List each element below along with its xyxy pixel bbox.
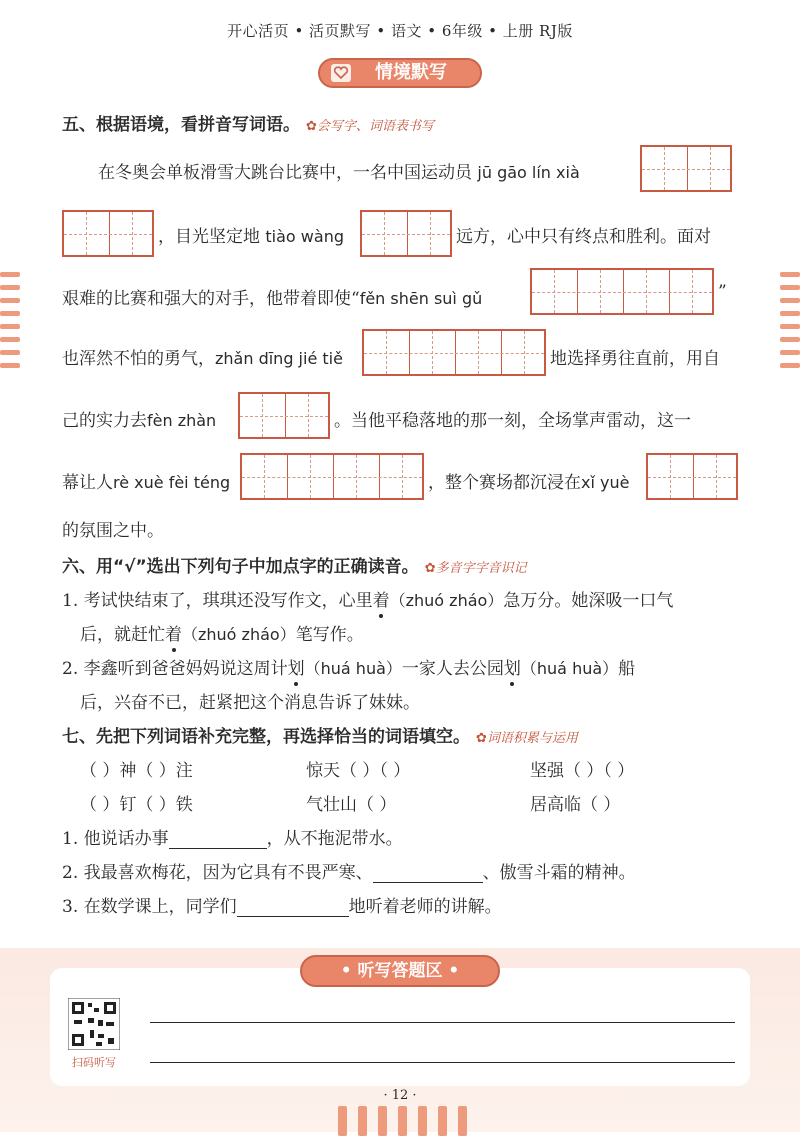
pinyin-5: fèn zhàn [147,411,217,430]
pinyin-options[interactable]: （zhuó zháo） [182,625,296,644]
s5-line-5b: 。当他平稳落地的那一刻，全场掌声雷动，这一 [334,411,691,431]
dotted-char: 着 [372,591,390,611]
s5-line-3 [62,284,482,309]
section-6-tag: ✿多音字字音识记 [424,561,527,576]
answer-area-title: • 听写答题区 • [300,955,500,987]
writing-line-2[interactable] [150,1062,735,1063]
s5-line-7: 的氛围之中。 [62,521,164,541]
s5-l1: 在冬奥会单板滑雪大跳台比赛中，一名中国运动员 [98,163,472,183]
s6-q2-line-2: 后，兴奋不已，赶紧把这个消息告诉了妹妹。 [80,693,420,713]
pinyin-2: tiào wàng [265,227,344,246]
answer-grid-1b[interactable] [62,210,154,257]
s5-line-2a [158,222,344,247]
s6-q1-line-2 [80,620,364,645]
heart-book-icon [330,63,352,83]
section-banner [318,58,482,88]
s7-q2a: 2. 我最喜欢梅花，因为它具有不畏严寒、 [62,863,373,883]
s5-l4a: 也浑然不怕的勇气， [62,349,215,369]
s5-line-6b [428,468,629,493]
section-6-title [62,552,527,577]
s6-q1b-post: 笔写作。 [295,625,364,645]
idiom-2[interactable]: 惊天（ ）（ ） [306,761,411,781]
answer-grid-6[interactable] [240,453,424,500]
s5-l3a: 艰难的比赛和强大的对手，他带着即使“ [62,289,360,309]
answer-grid-1[interactable] [640,145,732,192]
fill-blank[interactable] [169,830,267,849]
pinyin-3: fěn shēn suì gǔ [359,289,483,308]
s5-l6a: 幕让人 [62,473,113,493]
pinyin-options[interactable]: （huá huà） [304,659,402,678]
qr-label: 扫码听写 [72,1056,116,1069]
s5-line-5 [62,406,216,431]
answer-grid-2[interactable] [360,210,452,257]
pinyin-4: zhǎn dīng jié tiě [215,349,343,368]
section-6-title-text: 六、用“√”选出下列句子中加点字的正确读音。 [62,557,419,577]
fill-blank[interactable] [237,898,349,917]
s6-q2-line-1 [62,654,635,679]
right-side-decoration [780,272,800,368]
left-side-decoration [0,272,20,368]
page-number: · 12 · [383,1088,417,1103]
pinyin-options[interactable]: （huá huà） [520,659,619,678]
section-5-title [62,110,434,135]
s6-q2a-post: 船 [618,659,636,679]
answer-grid-3[interactable] [530,268,714,315]
idiom-1[interactable]: （ ）神（ ）注 [80,761,193,781]
s6-q2a-mid: 一家人去公园 [401,659,504,679]
idiom-6[interactable]: 居高临（ ） [530,795,621,815]
s6-q1b-pre: 后，就赶忙 [80,625,165,645]
section-7-title-text: 七、先把下列词语补充完整，再选择恰当的词语填空。 [62,727,470,747]
pinyin-options[interactable]: （zhuó zháo） [389,591,504,610]
s6-q1a-post: 急万分。她深吸一口气 [503,591,674,611]
idiom-3[interactable]: 坚强（ ）（ ） [530,761,635,781]
answer-grid-4[interactable] [362,329,546,376]
pinyin-7: xǐ yuè [581,473,630,492]
page-header: 开心活页 • 活页默写 • 语文 • 6年级 • 上册 RJ版 [227,22,573,40]
idiom-4[interactable]: （ ）钉（ ）铁 [80,795,193,815]
fill-blank[interactable] [373,864,483,883]
pinyin-6: rè xuè fèi téng [113,473,231,492]
answer-grid-5[interactable] [238,392,330,439]
s5-line-4 [62,344,343,369]
section-7-tag: ✿词语积累与运用 [476,731,578,746]
dotted-char: 着 [165,625,182,645]
s5-line-4b: 地选择勇往直前，用自 [550,349,720,369]
s6-q1-line-1 [62,586,673,611]
qr-code-icon[interactable] [68,998,120,1050]
pinyin-1: jū gāo lín xià [477,163,580,182]
s7-q1b: ，从不拖泥带水。 [266,829,403,849]
s7-q3b: 地听着老师的讲解。 [348,897,502,917]
dotted-char: 划 [503,659,521,679]
s7-q2 [62,858,636,883]
s5-line-1 [98,158,580,183]
s5-l5a: 己的实力去 [62,411,147,431]
s7-q3 [62,892,502,917]
writing-line-1[interactable] [150,1022,735,1023]
s7-q2b: 、傲雪斗霜的精神。 [482,863,636,883]
s6-q1a-pre: 1. 考试快结束了，琪琪还没写作文，心里 [62,591,373,611]
s5-l2b: ，目光坚定地 [158,227,260,247]
answer-grid-7[interactable] [646,453,738,500]
section-5-tag: ✿会写字、词语表书写 [306,119,434,134]
banner-title: 情境默写 [375,62,447,83]
s7-q1 [62,824,403,849]
idiom-5[interactable]: 气壮山（ ） [306,795,397,815]
s5-line-6 [62,468,230,493]
dotted-char: 划 [287,659,305,679]
section-5-title-text: 五、根据语境，看拼音写词语。 [62,115,300,135]
s5-l6b: ，整个赛场都沉浸在 [428,473,581,493]
section-7-title [62,722,578,747]
s7-q3a: 3. 在数学课上，同学们 [62,897,237,917]
s6-q2a-pre: 2. 李鑫听到爸爸妈妈说这周计 [62,659,288,679]
s5-close-quote: ” [718,282,727,302]
s7-q1a: 1. 他说话办事 [62,829,169,849]
s5-line-2b: 远方，心中只有终点和胜利。面对 [456,227,711,247]
